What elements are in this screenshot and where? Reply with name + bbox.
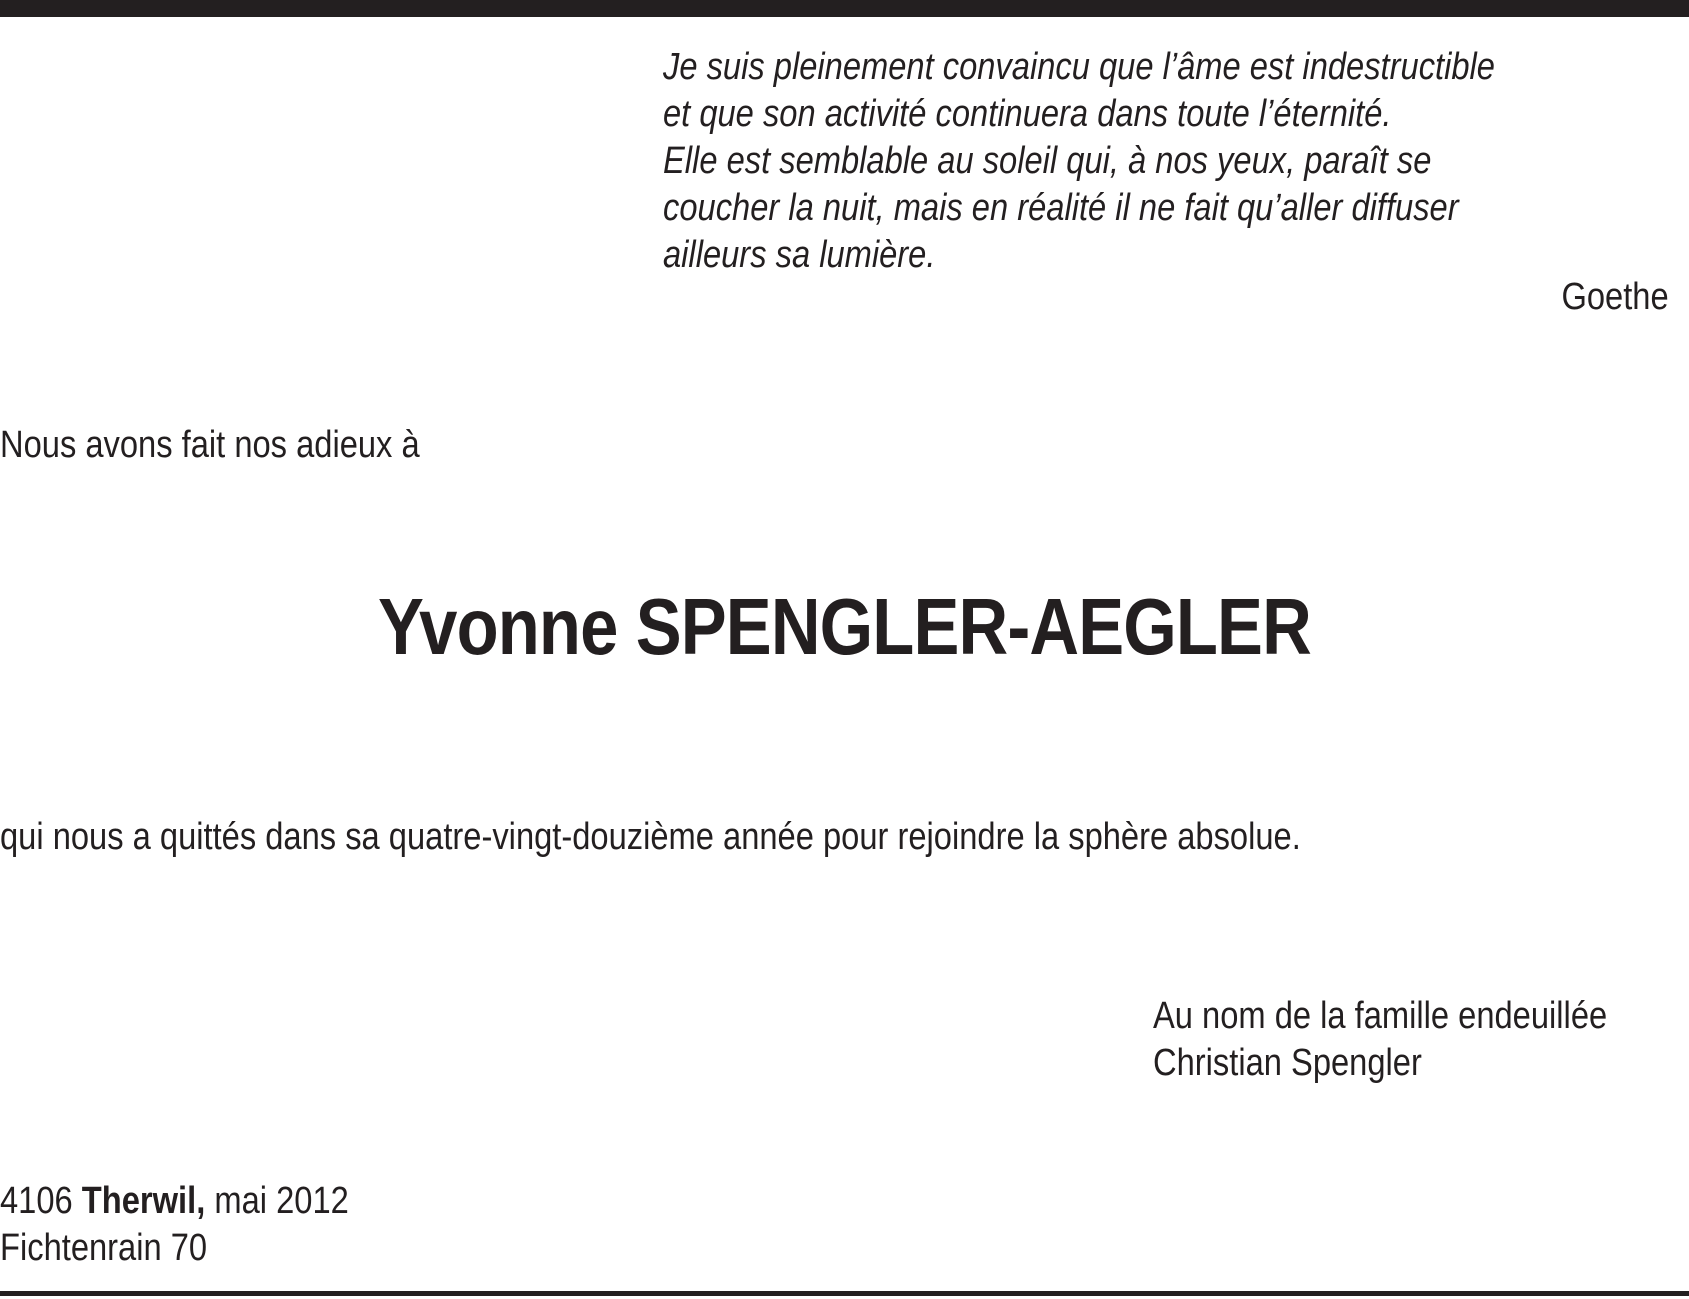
intro-text: Nous avons fait nos adieux à xyxy=(0,424,420,466)
announcement-text: qui nous a quittés dans sa quatre-vingt-douzième année pour rejoindre la sphère absolue. xyxy=(0,816,1301,858)
address-line-city-date xyxy=(0,1178,349,1225)
quote-line: ailleurs sa lumière. xyxy=(663,234,936,276)
signature-block xyxy=(1153,993,1607,1087)
quote-line: et que son activité continuera dans toute l’éternité. xyxy=(663,93,1392,135)
quote-line: coucher la nuit, mais en réalité il ne fait qu’aller diffuser xyxy=(663,187,1459,229)
signature-line-name: Christian Spengler xyxy=(1153,1042,1422,1084)
deceased-name xyxy=(0,582,1689,672)
top-border-rule xyxy=(0,0,1689,17)
postal-code: 4106 xyxy=(0,1180,73,1222)
address-line-street: Fichtenrain 70 xyxy=(0,1227,208,1269)
epigraph-quote xyxy=(663,44,1532,279)
date-text: mai 2012 xyxy=(214,1180,349,1222)
deceased-name-text: Yvonne SPENGLER-AEGLER xyxy=(378,582,1311,671)
town-name: Therwil, xyxy=(81,1180,206,1222)
quote-line: Elle est semblable au soleil qui, à nos yeux, paraît se xyxy=(663,140,1432,182)
address-block xyxy=(0,1178,349,1272)
quote-author: Goethe xyxy=(1561,276,1669,318)
quote-line: Je suis pleinement convaincu que l’âme est indestructible xyxy=(663,46,1495,88)
bottom-border-rule xyxy=(0,1291,1689,1296)
signature-line-family: Au nom de la famille endeuillée xyxy=(1153,995,1608,1037)
